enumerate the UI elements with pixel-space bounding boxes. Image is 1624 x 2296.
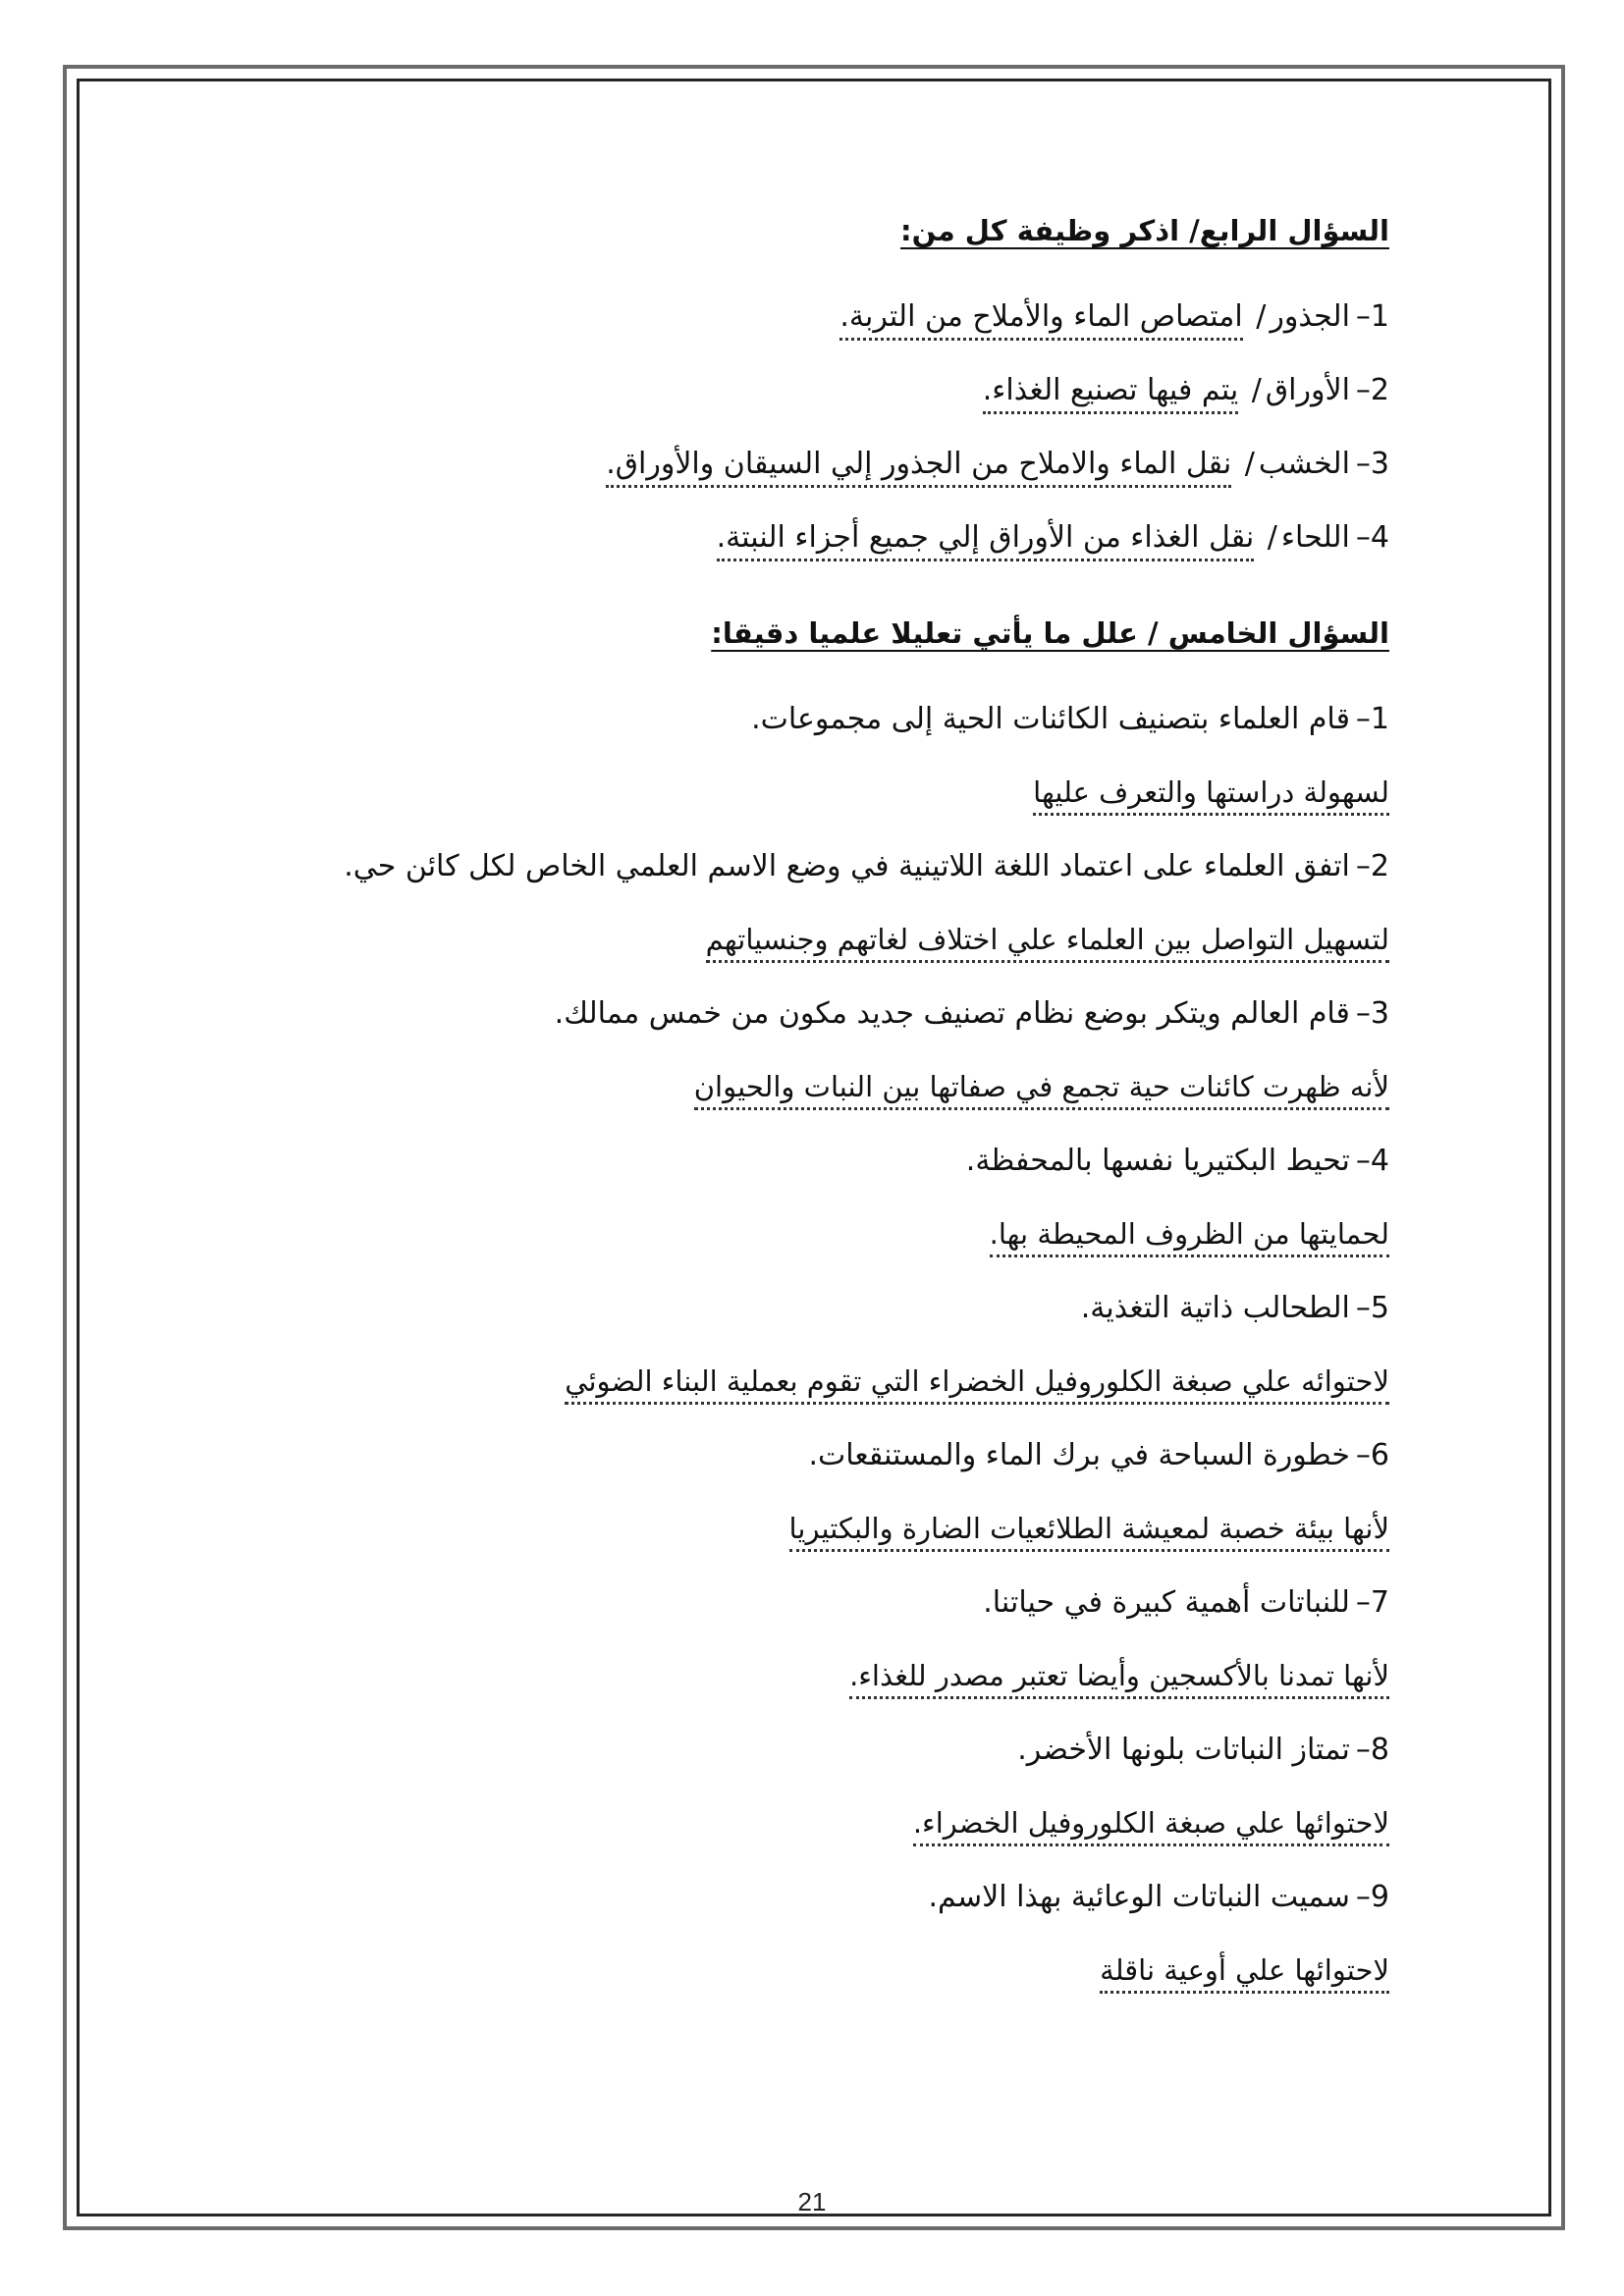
item-separator: /: [1256, 299, 1267, 334]
reason-answer-9: [226, 1934, 1389, 2007]
question-text: تحيط البكتيريا نفسها بالمحفظة.: [965, 1144, 1350, 1178]
item-number: 5–: [1355, 1291, 1389, 1325]
question-text: للنباتات أهمية كبيرة في حياتنا.: [983, 1585, 1350, 1620]
reason-text: لاحتوائها علي صبغة الكلوروفيل الخضراء.: [913, 1806, 1389, 1846]
item-number: 9–: [1355, 1880, 1389, 1914]
function-item-2: [226, 353, 1389, 427]
question-text: الطحالب ذاتية التغذية.: [1080, 1291, 1350, 1325]
item-number: 3–: [1355, 447, 1389, 481]
reason-answer-5: [226, 1345, 1389, 1418]
item-number: 2–: [1355, 849, 1389, 883]
item-number: 7–: [1355, 1585, 1389, 1620]
reason-question-9: [226, 1860, 1389, 1934]
worksheet-content: [226, 201, 1389, 2007]
item-number: 3–: [1355, 996, 1389, 1031]
item-number: 4–: [1355, 520, 1389, 555]
item-number: 4–: [1355, 1144, 1389, 1178]
question-4-heading: السؤال الرابع/ اذكر وظيفة كل من:: [900, 214, 1389, 247]
item-number: 1–: [1355, 299, 1389, 334]
item-separator: /: [1244, 447, 1255, 481]
item-answer: نقل الغذاء من الأوراق إلي جميع أجزاء النبتة.: [717, 520, 1255, 561]
question-5-heading: السؤال الخامس / علل ما يأتي تعليلا علميا دقيقا:: [711, 616, 1389, 650]
function-item-1: [226, 280, 1389, 353]
reason-answer-6: [226, 1492, 1389, 1566]
item-answer: نقل الماء والاملاح من الجذور إلي السيقان والأوراق.: [606, 447, 1231, 488]
reason-text: لتسهيل التواصل بين العلماء علي اختلاف لغاتهم وجنسياتهم: [706, 923, 1389, 963]
page-number: 21: [797, 2187, 827, 2216]
function-item-4: [226, 501, 1389, 574]
reason-question-8: [226, 1713, 1389, 1787]
reason-answer-8: [226, 1787, 1389, 1860]
question-text: اتفق العلماء على اعتماد اللغة اللاتينية في وضع الاسم العلمي الخاص لكل كائن حي.: [344, 849, 1350, 883]
reason-question-6: [226, 1418, 1389, 1492]
reason-text: لأنها بيئة خصبة لمعيشة الطلائعيات الضارة والبكتيريا: [789, 1512, 1389, 1552]
function-item-3: [226, 427, 1389, 501]
item-separator: /: [1267, 520, 1277, 555]
question-text: سميت النباتات الوعائية بهذا الاسم.: [928, 1880, 1350, 1914]
item-number: 2–: [1355, 373, 1389, 407]
reason-answer-1: [226, 756, 1389, 829]
reason-text: لسهولة دراستها والتعرف عليها: [1033, 775, 1389, 816]
item-term: الجذور: [1270, 299, 1350, 334]
question-text: تمتاز النباتات بلونها الأخضر.: [1017, 1733, 1350, 1767]
reason-text: لأنها تمدنا بالأكسجين وأيضا تعتبر مصدر للغذاء.: [849, 1659, 1389, 1699]
question-text: قام العلماء بتصنيف الكائنات الحية إلى مجموعات.: [751, 702, 1350, 736]
question-text: قام العالم ويتكر بوضع نظام تصنيف جديد مكون من خمس ممالك.: [554, 996, 1350, 1031]
reason-question-2: [226, 829, 1389, 903]
item-answer: يتم فيها تصنيع الغذاء.: [983, 373, 1238, 414]
item-number: 8–: [1355, 1733, 1389, 1767]
item-separator: /: [1251, 373, 1262, 407]
reason-question-3: [226, 977, 1389, 1050]
question-text: خطورة السباحة في برك الماء والمستنقعات.: [808, 1438, 1350, 1472]
item-term: الخشب: [1258, 447, 1350, 481]
reason-text: لاحتوائه علي صبغة الكلوروفيل الخضراء التي تقوم بعملية البناء الضوئي: [565, 1364, 1389, 1405]
item-term: اللحاء: [1280, 520, 1350, 555]
reason-answer-2: [226, 903, 1389, 977]
reason-text: لاحتوائها علي أوعية ناقلة: [1100, 1953, 1389, 1994]
item-number: 6–: [1355, 1438, 1389, 1472]
reason-text: لحمايتها من الظروف المحيطة بها.: [990, 1217, 1389, 1257]
reason-answer-7: [226, 1639, 1389, 1713]
item-number: 1–: [1355, 702, 1389, 736]
reason-question-4: [226, 1124, 1389, 1198]
reason-question-7: [226, 1566, 1389, 1639]
item-answer: امتصاص الماء والأملاح من التربة.: [839, 299, 1242, 341]
reason-question-5: [226, 1271, 1389, 1345]
item-term: الأوراق: [1265, 373, 1350, 407]
reason-answer-4: [226, 1198, 1389, 1271]
reason-text: لأنه ظهرت كائنات حية تجمع في صفاتها بين النبات والحيوان: [694, 1070, 1389, 1110]
reason-answer-3: [226, 1050, 1389, 1124]
reason-question-1: [226, 682, 1389, 756]
